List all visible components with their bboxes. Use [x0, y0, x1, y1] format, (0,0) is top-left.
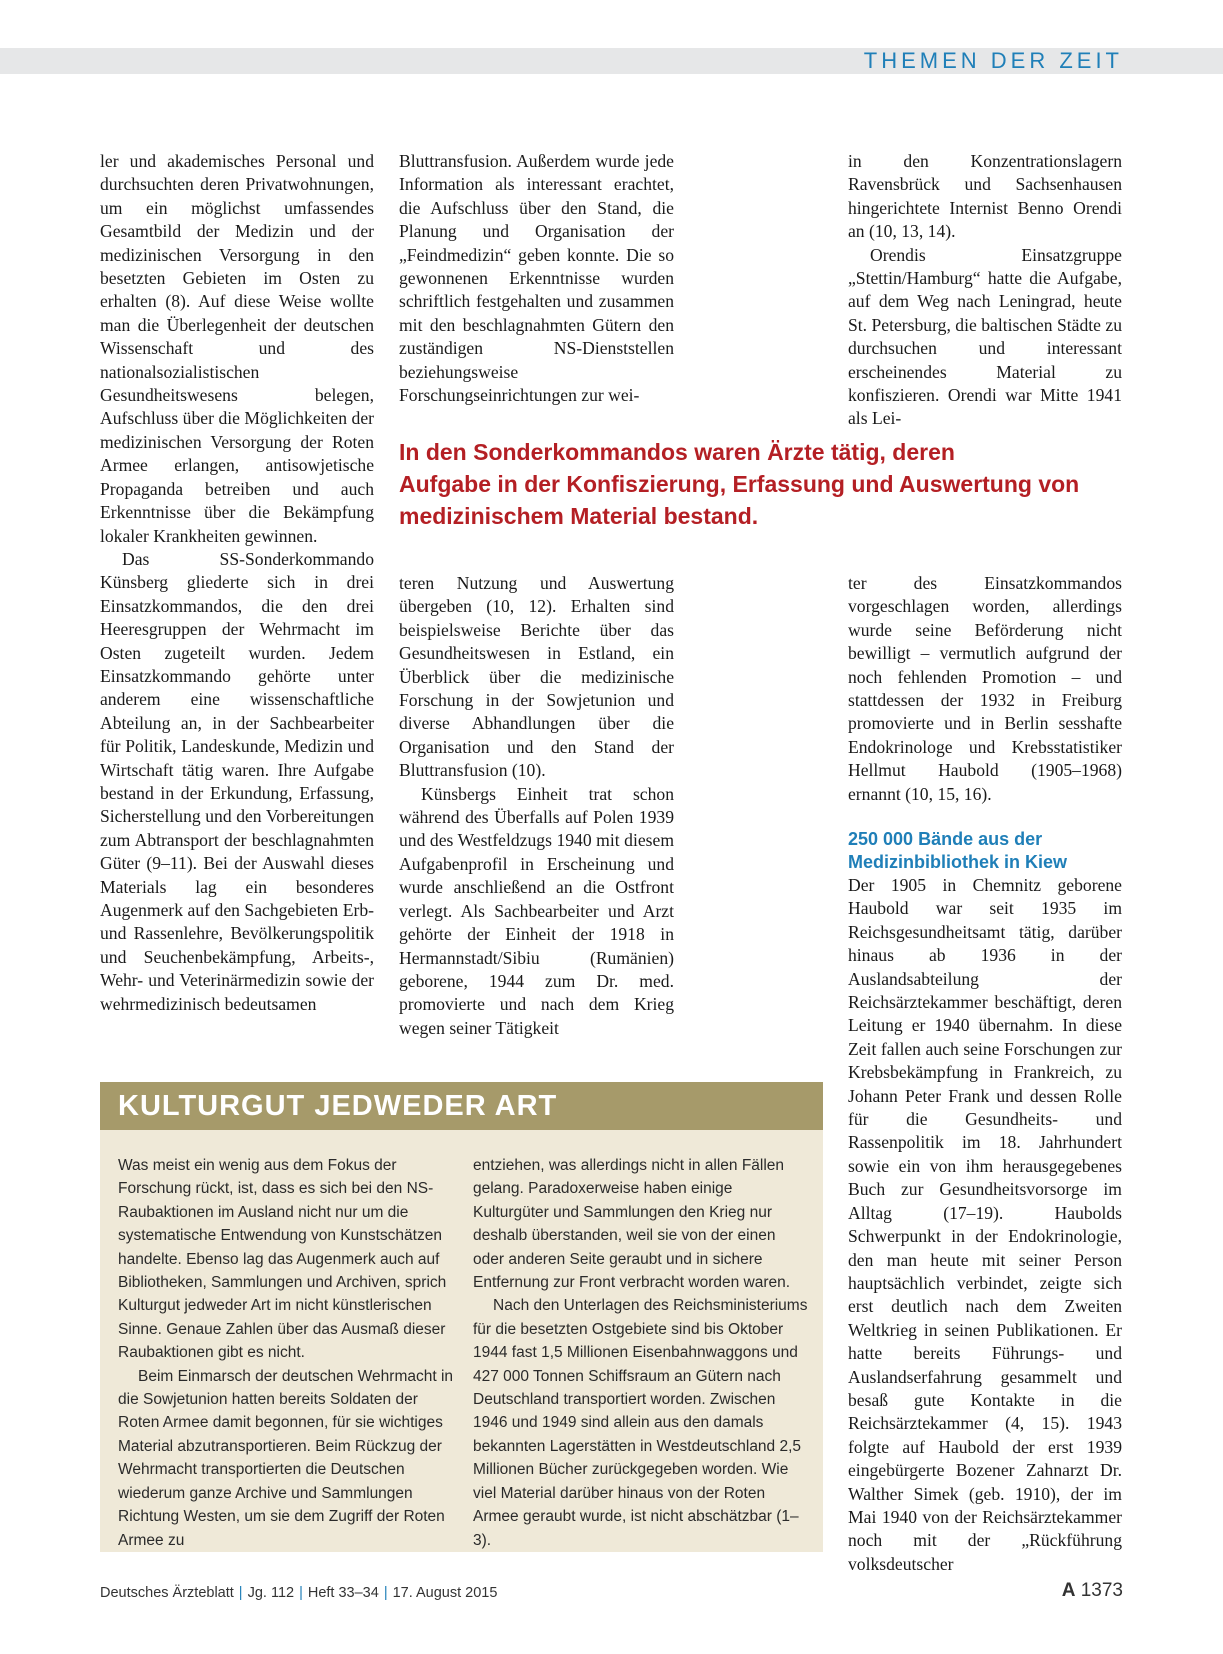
info-box-header — [100, 1082, 823, 1130]
paragraph: ler und akademisches Personal und durchsuchten deren Privatwohnungen, um ein möglichst umfassendes Gesamtbild der Medizin und der medizinischen Versorgung in den besetzten Gebieten im Osten zu erhalten (8). Auf diese Weise wollte man die Überlegenheit der deutschen Wissenschaft und des nationalsozialistischen Gesundheitswesens belegen, Aufschluss über die Möglichkeiten der medizinischen Versorgung der Roten Armee erlangen, antisowjetische Propaganda betreiben und auch Erkenntnisse über die Bekämpfung lokaler Krankheiten gewinnen. — [100, 151, 374, 546]
footer-citation — [100, 1585, 497, 1601]
article-column-2-bottom — [399, 572, 674, 1040]
issue: Heft 33–34 — [307, 1585, 379, 1601]
date: 17. August 2015 — [392, 1585, 498, 1601]
info-box-title: KULTURGUT JEDWEDER ART — [118, 1090, 558, 1122]
volume: Jg. 112 — [247, 1585, 295, 1601]
separator: | — [383, 1585, 388, 1601]
subheading — [848, 828, 1122, 874]
pull-quote-line: medizinischem Material bestand. — [399, 503, 759, 529]
article-column-3-top — [848, 150, 1122, 431]
article-column-1 — [100, 150, 374, 1016]
pull-quote — [399, 436, 1099, 532]
journal-name: Deutsches Ärzteblatt — [100, 1585, 234, 1601]
paragraph: Künsbergs Einheit trat schon während des Überfalls auf Polen 1939 und des Westfeldzugs 1940 mit diesem Aufgabenprofil in Erscheinung und wurde anschließend an die Ostfront verlegt. Als Sachbearbeiter und Arzt gehörte der Einheit der 1918 in Hermannstadt/Sibiu (Rumänien) geborene, 1944 zum Dr. med. promovierte und nach dem Krieg wegen seiner Tätigkeit — [399, 783, 674, 1038]
page-number-value: 1373 — [1080, 1580, 1123, 1601]
subheading-line: Medizinbibliothek in Kiew — [848, 852, 1068, 872]
paragraph: entziehen, was allerdings nicht in allen Fällen gelang. Paradoxerweise haben einige Kulturgüter und Sammlungen den Krieg nur deshalb überstanden, weil sie von der einen oder anderen Seite geraubt und in sichere Entfernung zur Front verbracht worden waren. — [473, 1157, 791, 1292]
pull-quote-line: Aufgabe in der Konfiszierung, Erfassung und Auswertung von — [399, 471, 1080, 497]
paragraph: Das SS-Sonderkommando Künsberg gliederte sich in drei Einsatzkommandos, die den drei Heeresgruppen der Wehrmacht im Osten zugeteilt wurden. Jedem Einsatzkommando gehörte unter anderem eine wissenschaftliche Abteilung an, in der Sachbearbeiter für Politik, Landeskunde, Medizin und Wirtschaft tätig waren. Ihre Aufgabe bestand in der Erkundung, Erfassung, Sicherstellung und den Vorbereitungen zum Abtransport der beschlagnahmten Güter (9–11). Bei der Auswahl dieses Materials lag ein besonderes Augenmerk auf den Sachgebieten Erb- und Rassenlehre, Bevölkerungspolitik und Seuchenbekämpfung, Arbeits-, Wehr- und Veterinärmedizin sowie der wehrmedizinisch bedeutsamen — [100, 548, 374, 1014]
article-column-3-continued — [848, 874, 1122, 1576]
subheading-line: 250 000 Bände aus der — [848, 829, 1043, 849]
paragraph: Der 1905 in Chemnitz geborene Haubold war seit 1935 im Reichsgesundheitsamt tätig, darüber hinaus ab 1936 in der Auslandsabteilung der Reichsärztekammer beschäftigt, deren Leitung er 1940 übernahm. In diese Zeit fallen auch seine Forschungen zur Krebsbekämpfung in Frankreich, zu Johann Peter Frank und dessen Rolle für die Gesundheits- und Rassenpolitik im 18. Jahrhundert sowie ein von ihm herausgegebenes Buch zur Gesundheitsvorsorge im Alltag (17–19). Haubolds Schwerpunkt in der Endokrinologie, den man heute mit seiner Person hauptsächlich verbindet, zeigte sich erst deutlich nach dem Zweiten Weltkrieg in seinen Publikationen. Er hatte bereits Führungs- und Auslandserfahrung gesammelt und besaß gute Kontakte in die Reichsärztekammer (4, 15). 1943 folgte auf Haubold der erst 1939 eingebürgerte Bozener Zahnarzt Dr. Walther Simek (geb. 1910), der im Mai 1940 von der Reichsärztekammer noch mit der „Rückführung volksdeutscher — [848, 875, 1122, 1574]
pull-quote-line: In den Sonderkommandos waren Ärzte tätig, deren — [399, 439, 955, 465]
info-box — [100, 1082, 823, 1552]
paragraph: teren Nutzung und Auswertung übergeben (10, 12). Erhalten sind beispielsweise Berichte über das Gesundheitswesen in Estland, ein Überblick über die medizinische Forschung in der Sowjetunion und diverse Abhandlungen über die Organisation und den Stand der Bluttransfusion (10). — [399, 573, 674, 781]
article-column-2-top — [399, 150, 674, 407]
info-box-column-1 — [118, 1154, 454, 1552]
separator: | — [238, 1585, 243, 1601]
section-label: THEMEN DER ZEIT — [863, 48, 1123, 73]
page-prefix: A — [1061, 1580, 1076, 1601]
paragraph: Orendis Einsatzgruppe „Stettin/Hamburg“ hatte die Aufgabe, auf dem Weg nach Leningrad, heute St. Petersburg, die baltischen Städte zu durchsuchen und interessant erscheinendes Material zu konfiszieren. Orendi war Mitte 1941 als Lei- — [848, 244, 1122, 429]
page-number — [1062, 1580, 1123, 1602]
info-box-column-2 — [473, 1154, 809, 1552]
article-column-3-bottom — [848, 572, 1122, 806]
paragraph: Nach den Unterlagen des Reichsministeriums für die besetzten Ostgebiete sind bis Oktober 1944 fast 1,5 Millionen Eisenbahnwaggons und 427 000 Tonnen Schiffsraum an Gütern nach Deutschland transportiert worden. Zwischen 1946 und 1949 sind allein aus den damals bekannten Lagerstätten in Westdeutschland 2,5 Millionen Bücher zurückgegeben worden. Wie viel Material darüber hinaus von der Roten Armee geraubt wurde, ist nicht abschätzbar (1–3). — [473, 1297, 808, 1549]
separator: | — [299, 1585, 303, 1601]
paragraph: Was meist ein wenig aus dem Fokus der Forschung rückt, ist, dass es sich bei den NS-Raubaktionen im Ausland nicht nur um die systematische Entwendung von Kunstschätzen handelte. Ebenso lag das Augenmerk auch auf Bibliotheken, Sammlungen und Archiven, sprich Kulturgut jedweder Art im nicht künstlerischen Sinne. Genaue Zahlen über das Ausmaß dieser Raubaktionen gibt es nicht. — [118, 1157, 447, 1362]
paragraph: Bluttransfusion. Außerdem wurde jede Information als interessant erachtet, die Aufschluss über den Stand, die Planung und Organisation der „Feindmedizin“ geben konnte. Die so gewonnenen Erkenntnisse wurden schriftlich festgehalten und zusammen mit den beschlagnahmten Gütern den zuständigen NS-Dienststellen beziehungsweise Forschungseinrichtungen zur wei- — [399, 151, 674, 406]
paragraph: in den Konzentrationslagern Ravensbrück und Sachsenhausen hingerichtete Internist Benno Orendi an (10, 13, 14). — [848, 151, 1122, 242]
paragraph: ter des Einsatzkommandos vorgeschlagen worden, allerdings wurde seine Beförderung nicht bewilligt – vermutlich aufgrund der noch fehlenden Promotion – und stattdessen der 1932 in Freiburg promovierte und in Berlin sesshafte Endokrinologe und Krebsstatistiker Hellmut Haubold (1905–1968) ernannt (10, 15, 16). — [848, 573, 1122, 804]
paragraph: Beim Einmarsch der deutschen Wehrmacht in die Sowjetunion hatten bereits Soldaten der Roten Armee damit begonnen, für sie wichtiges Material abzutransportieren. Beim Rückzug der Wehrmacht transportierten die Deutschen wiederum ganze Archive und Sammlungen Richtung Westen, um sie dem Zugriff der Roten Armee zu — [118, 1367, 454, 1549]
